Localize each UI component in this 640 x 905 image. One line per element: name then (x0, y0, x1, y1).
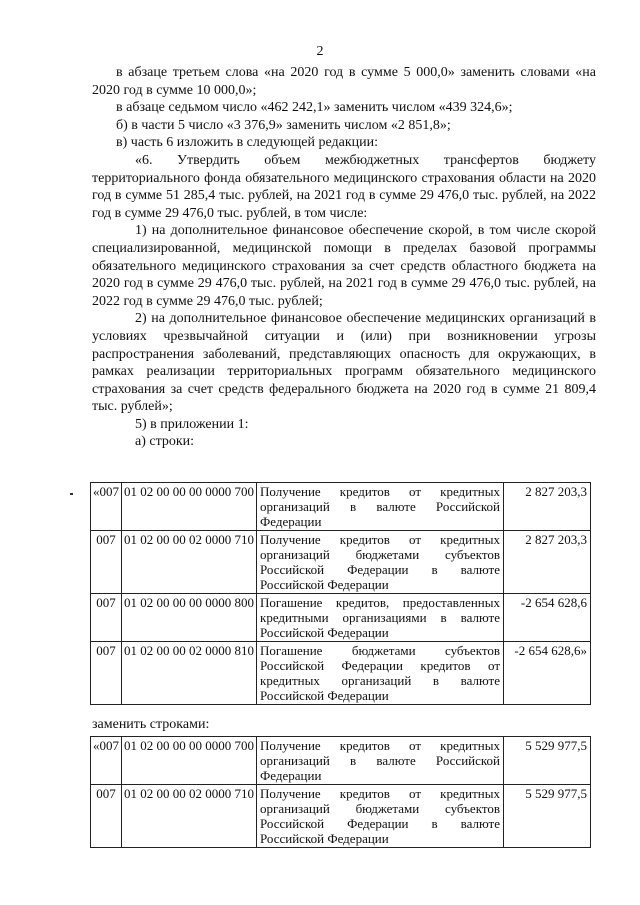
description-cell: Получение кредитов от кредитных организаций бюджетами субъектов Российской Федерации в валюте Российской Федерации (257, 785, 504, 848)
admin-code-cell: «007 (91, 737, 122, 785)
table-row (91, 737, 591, 785)
margin-mark (70, 493, 73, 495)
paragraph-part-6-intro: в) часть 6 изложить в следующей редакции: (116, 135, 379, 151)
amount-cell: 2 827 203,3 (504, 531, 591, 594)
admin-code-cell: 007 (91, 531, 122, 594)
admin-code-cell: «007 (91, 483, 122, 531)
table-row (91, 531, 591, 594)
amount-cell: -2 654 628,6» (504, 642, 591, 705)
amount-cell: -2 654 628,6 (504, 594, 591, 642)
paragraph-appendix-1: 5) в приложении 1: (135, 416, 249, 432)
budget-code-cell: 01 02 00 00 00 0000 800 (122, 594, 257, 642)
table-new-rows (90, 736, 591, 848)
paragraph-strokes-label: а) строки: (135, 434, 195, 450)
description-cell: Погашение бюджетами субъектов Российской Федерации кредитов от кредитных организаций в валюте Российской Федерации (257, 642, 504, 705)
paragraph-part-5: б) в части 5 число «3 376,9» заменить числом «2 851,8»; (116, 117, 451, 133)
paragraph-part-6-text: «6. Утвердить объем межбюджетных трансфертов бюджету территориального фонда обязательного медицинского страхования области на 2020 год в сумме 51 285,4 тыс. рублей, на 2021 год в сумме 29 476,0 тыс. рублей, на 2022 год в сумме 29 476,0 тыс. рублей, в том числе: (92, 152, 596, 221)
description-cell: Получение кредитов от кредитных организаций бюджетами субъектов Российской Федерации в валюте Российской Федерации (257, 531, 504, 594)
budget-code-cell: 01 02 00 00 00 0000 700 (122, 483, 257, 531)
description-cell: Получение кредитов от кредитных организаций в валюте Российской Федерации (257, 737, 504, 785)
amount-cell: 5 529 977,5 (504, 785, 591, 848)
paragraph-abzac-7: в абзаце седьмом число «462 242,1» заменить числом «439 324,6»; (116, 100, 513, 116)
budget-code-cell: 01 02 00 00 02 0000 810 (122, 642, 257, 705)
paragraph-item-1: 1) на дополнительное финансовое обеспечение скорой, в том числе скорой специализированной, медицинской помощи в пределах базовой программы обязательного медицинского страхования за счет средств областного бюджета на 2020 год в сумме 29 476,0 тыс. рублей, на 2021 год в сумме 29 476,0 тыс. рублей, на 2022 год в сумме 29 476,0 тыс. рублей; (92, 223, 596, 309)
replace-label: заменить строками: (92, 717, 210, 732)
paragraph-item-2: 2) на дополнительное финансовое обеспечение медицинских организаций в условиях чрезвычайной ситуации и (или) при возникновении угрозы распространения заболеваний, представляющих опасность для окружающих, в рамках реализации территориальных программ обязательного медицинского страхования за счет средств федерального бюджета на 2020 год в сумме 21 809,4 тыс. рублей»; (92, 311, 596, 415)
table-row (91, 642, 591, 705)
table-old-rows (90, 482, 591, 705)
admin-code-cell: 007 (91, 594, 122, 642)
amount-cell: 2 827 203,3 (504, 483, 591, 531)
table-row (91, 594, 591, 642)
amount-cell: 5 529 977,5 (504, 737, 591, 785)
admin-code-cell: 007 (91, 642, 122, 705)
budget-code-cell: 01 02 00 00 02 0000 710 (122, 531, 257, 594)
page-number: 2 (316, 44, 324, 59)
description-cell: Погашение кредитов, предоставленных кредитными организациями в валюте Российской Федерации (257, 594, 504, 642)
admin-code-cell: 007 (91, 785, 122, 848)
budget-code-cell: 01 02 00 00 00 0000 700 (122, 737, 257, 785)
paragraph-abzac-3: в абзаце третьем слова «на 2020 год в сумме 5 000,0» заменить словами «на 2020 год в сумме 10 000,0»; (92, 65, 596, 98)
description-cell: Получение кредитов от кредитных организаций в валюте Российской Федерации (257, 483, 504, 531)
table-row (91, 483, 591, 531)
table-row (91, 785, 591, 848)
budget-code-cell: 01 02 00 00 02 0000 710 (122, 785, 257, 848)
document-body (92, 64, 596, 451)
